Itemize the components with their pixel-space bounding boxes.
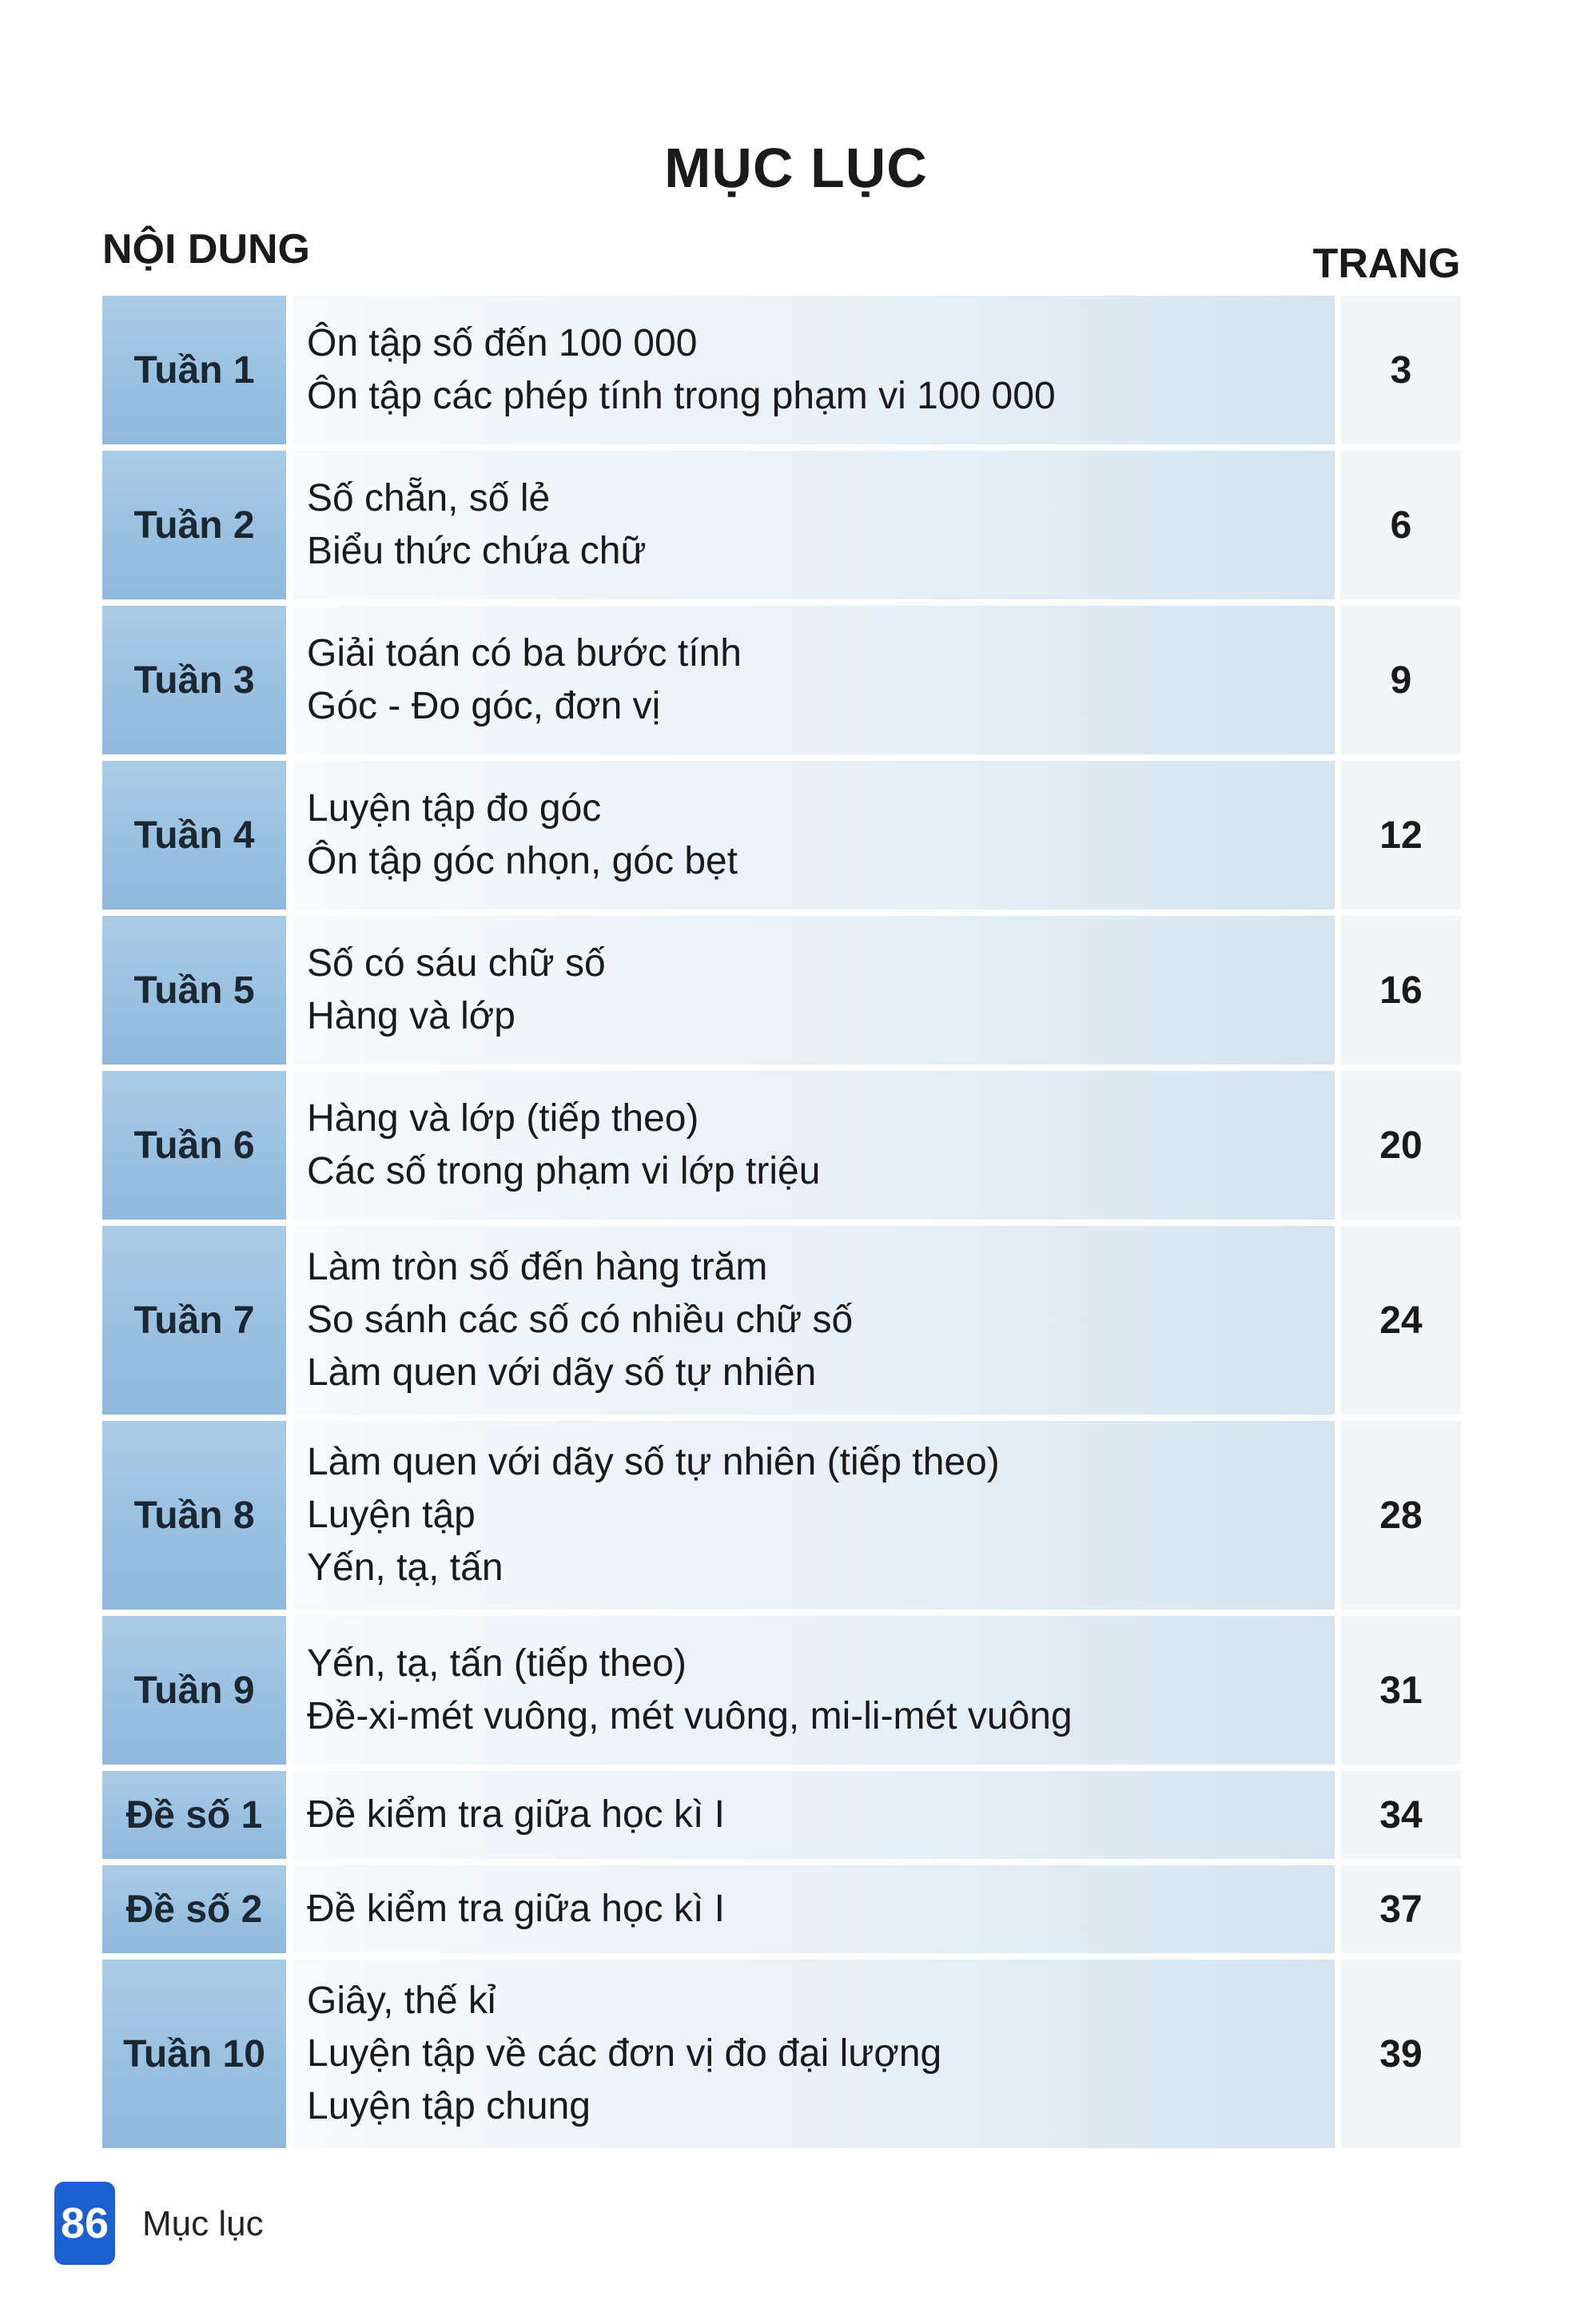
toc-page-number: 31 [1341, 1616, 1461, 1765]
toc-week-label: Tuần 4 [102, 761, 286, 909]
page-title: MỤC LỤC [664, 137, 928, 199]
toc-page-number: 9 [1341, 606, 1461, 754]
toc-content-line: Hàng và lớp (tiếp theo) [307, 1097, 699, 1140]
toc-row [102, 1226, 1461, 1415]
toc-row [102, 1071, 1461, 1220]
toc-content-line: Yến, tạ, tấn (tiếp theo) [307, 1642, 687, 1685]
toc-content-line: Luyện tập [307, 1494, 476, 1536]
toc-week-label: Tuần 2 [102, 451, 286, 599]
toc-week-label: Tuần 9 [102, 1616, 286, 1765]
toc-content-line: Làm tròn số đến hàng trăm [307, 1246, 768, 1288]
toc-content-cell [293, 1960, 1335, 2148]
toc-page-number: 6 [1341, 451, 1461, 599]
toc-content-line: Hàng và lớp [307, 995, 515, 1037]
toc-content-line: Các số trong phạm vi lớp triệu [307, 1150, 821, 1192]
toc-week-label: Tuần 5 [102, 916, 286, 1065]
toc-page-number: 34 [1341, 1771, 1461, 1859]
toc-row [102, 916, 1461, 1065]
toc-row [102, 1865, 1461, 1953]
toc-page-number: 3 [1341, 296, 1461, 444]
toc-week-label: Tuần 8 [102, 1421, 286, 1610]
toc-content-cell [293, 451, 1335, 599]
toc-week-label: Tuần 1 [102, 296, 286, 444]
toc-content-line: Làm quen với dãy số tự nhiên (tiếp theo) [307, 1441, 1000, 1483]
toc-content-line: Ôn tập các phép tính trong phạm vi 100 000 [307, 375, 1056, 417]
toc-content-line: Đề kiểm tra giữa học kì I [307, 1888, 725, 1930]
toc-content-line: Đề-xi-mét vuông, mét vuông, mi-li-mét vuông [307, 1695, 1073, 1737]
toc-row [102, 1960, 1461, 2148]
toc-content-line: Giây, thế kỉ [307, 1980, 496, 2022]
toc-content-line: Làm quen với dãy số tự nhiên [307, 1351, 817, 1394]
toc-week-label: Đề số 1 [102, 1771, 286, 1859]
toc-content-cell [293, 761, 1335, 909]
toc-page-number: 28 [1341, 1421, 1461, 1610]
toc-row [102, 1616, 1461, 1765]
toc-row [102, 606, 1461, 754]
toc-content-line: Số có sáu chữ số [307, 942, 606, 985]
toc-row [102, 1421, 1461, 1610]
page-number-badge: 86 [54, 2182, 115, 2265]
toc-page-number: 39 [1341, 1960, 1461, 2148]
toc-content-cell [293, 1865, 1335, 1953]
footer-section-label: Mục lục [142, 2204, 264, 2243]
toc-content-cell [293, 296, 1335, 444]
toc-content-line: Số chẵn, số lẻ [307, 477, 551, 519]
toc-week-label: Tuần 6 [102, 1071, 286, 1220]
toc-week-label: Tuần 10 [102, 1960, 286, 2148]
toc-content-cell [293, 1226, 1335, 1415]
toc-row [102, 761, 1461, 909]
toc-content-cell [293, 916, 1335, 1065]
toc-content-line: Biểu thức chứa chữ [307, 530, 647, 572]
toc-content-line: Góc - Đo góc, đơn vị [307, 685, 661, 727]
toc-week-label: Tuần 7 [102, 1226, 286, 1415]
toc-row [102, 296, 1461, 444]
toc-content-cell [293, 1071, 1335, 1220]
table-of-contents [102, 296, 1461, 2155]
toc-page-number: 20 [1341, 1071, 1461, 1220]
toc-page-number: 16 [1341, 916, 1461, 1065]
toc-content-line: Đề kiểm tra giữa học kì I [307, 1793, 725, 1836]
toc-page-number: 24 [1341, 1226, 1461, 1415]
toc-content-cell [293, 606, 1335, 754]
toc-content-line: Giải toán có ba bước tính [307, 632, 742, 675]
toc-content-line: Luyện tập về các đơn vị đo đại lượng [307, 2032, 942, 2075]
toc-content-line: Luyện tập đo góc [307, 787, 602, 830]
page-column-header: TRANG [1312, 241, 1461, 287]
toc-page-number: 12 [1341, 761, 1461, 909]
toc-content-line: Ôn tập số đến 100 000 [307, 322, 698, 364]
toc-content-cell [293, 1616, 1335, 1765]
toc-row [102, 451, 1461, 599]
toc-content-cell [293, 1421, 1335, 1610]
toc-content-line: Yến, tạ, tấn [307, 1546, 503, 1589]
toc-content-cell [293, 1771, 1335, 1859]
toc-week-label: Đề số 2 [102, 1865, 286, 1953]
toc-content-line: Ôn tập góc nhọn, góc bẹt [307, 840, 738, 882]
toc-week-label: Tuần 3 [102, 606, 286, 754]
toc-page-number: 37 [1341, 1865, 1461, 1953]
content-column-header: NỘI DUNG [102, 226, 310, 273]
toc-content-line: Luyện tập chung [307, 2085, 591, 2127]
toc-row [102, 1771, 1461, 1859]
toc-content-line: So sánh các số có nhiều chữ số [307, 1299, 854, 1341]
